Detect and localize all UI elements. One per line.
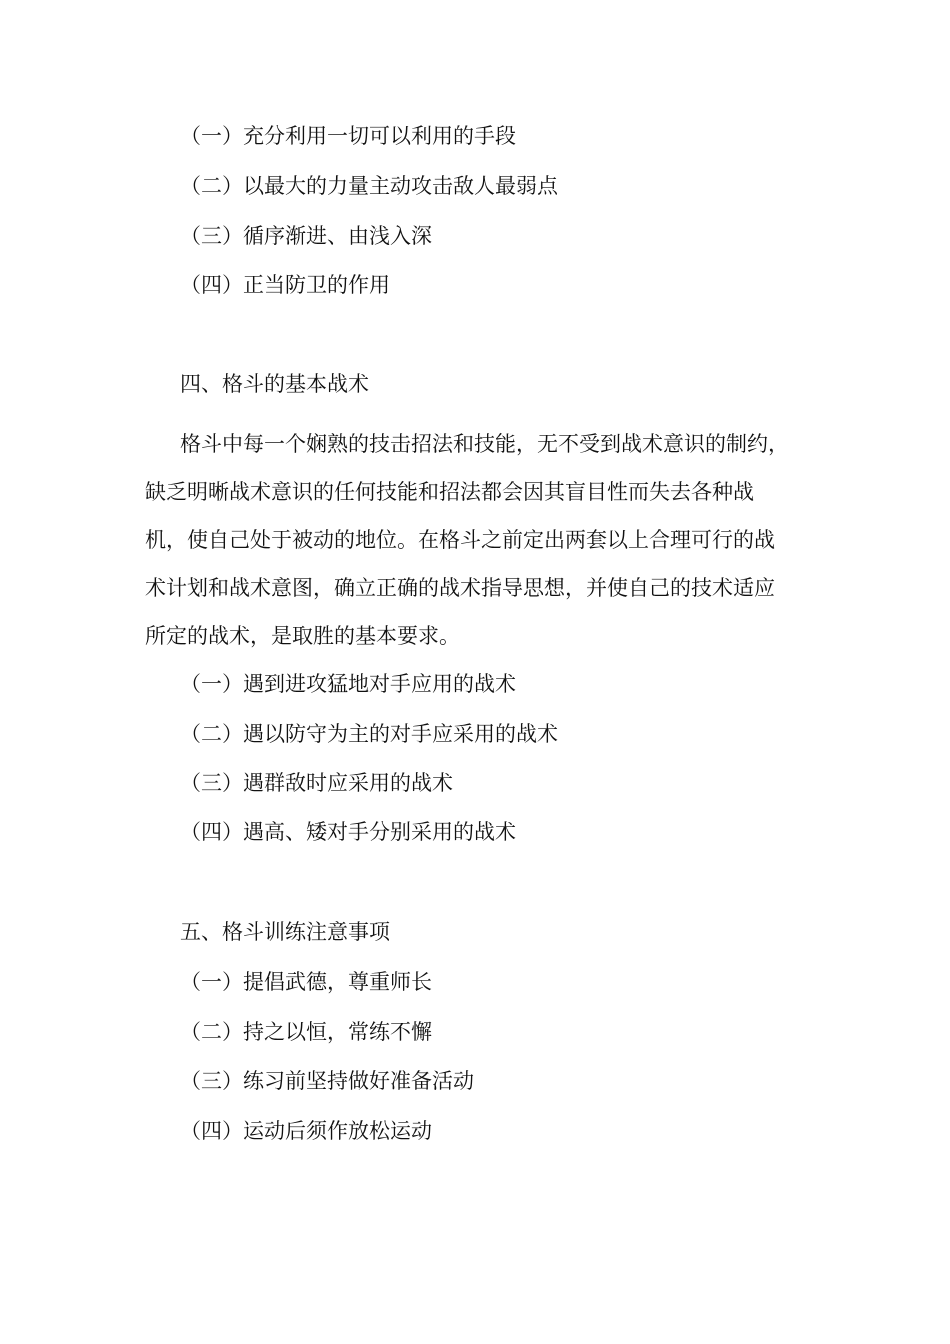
list-item: （三）遇群敌时应采用的战术 <box>180 771 453 795</box>
paragraph-line: 格斗中每一个娴熟的技击招法和技能，无不受到战术意识的制约， <box>180 432 789 456</box>
paragraph-line: 机，使自己处于被动的地位。在格斗之前定出两套以上合理可行的战 <box>145 528 775 552</box>
paragraph-line: 术计划和战术意图，确立正确的战术指导思想，并使自己的技术适应 <box>145 576 775 600</box>
list-item: （一）遇到进攻猛地对手应用的战术 <box>180 672 516 696</box>
list-item: （二）以最大的力量主动攻击敌人最弱点 <box>180 174 558 198</box>
list-item: （一）提倡武德，尊重师长 <box>180 970 432 994</box>
list-item: （一）充分利用一切可以利用的手段 <box>180 124 516 148</box>
list-item: （四）运动后须作放松运动 <box>180 1119 432 1143</box>
list-item: （三）练习前坚持做好准备活动 <box>180 1069 474 1093</box>
list-item: （四）正当防卫的作用 <box>180 273 390 297</box>
list-item: （二）遇以防守为主的对手应采用的战术 <box>180 722 558 746</box>
list-item: （二）持之以恒，常练不懈 <box>180 1020 432 1044</box>
paragraph <box>145 420 805 660</box>
section-heading: 五、格斗训练注意事项 <box>180 920 390 944</box>
list-item: （四）遇高、矮对手分别采用的战术 <box>180 820 516 844</box>
list-item: （三）循序渐进、由浅入深 <box>180 224 432 248</box>
paragraph-line: 所定的战术，是取胜的基本要求。 <box>145 624 460 648</box>
section-heading: 四、格斗的基本战术 <box>180 372 369 396</box>
paragraph-line: 缺乏明晰战术意识的任何技能和招法都会因其盲目性而失去各种战 <box>145 480 754 504</box>
